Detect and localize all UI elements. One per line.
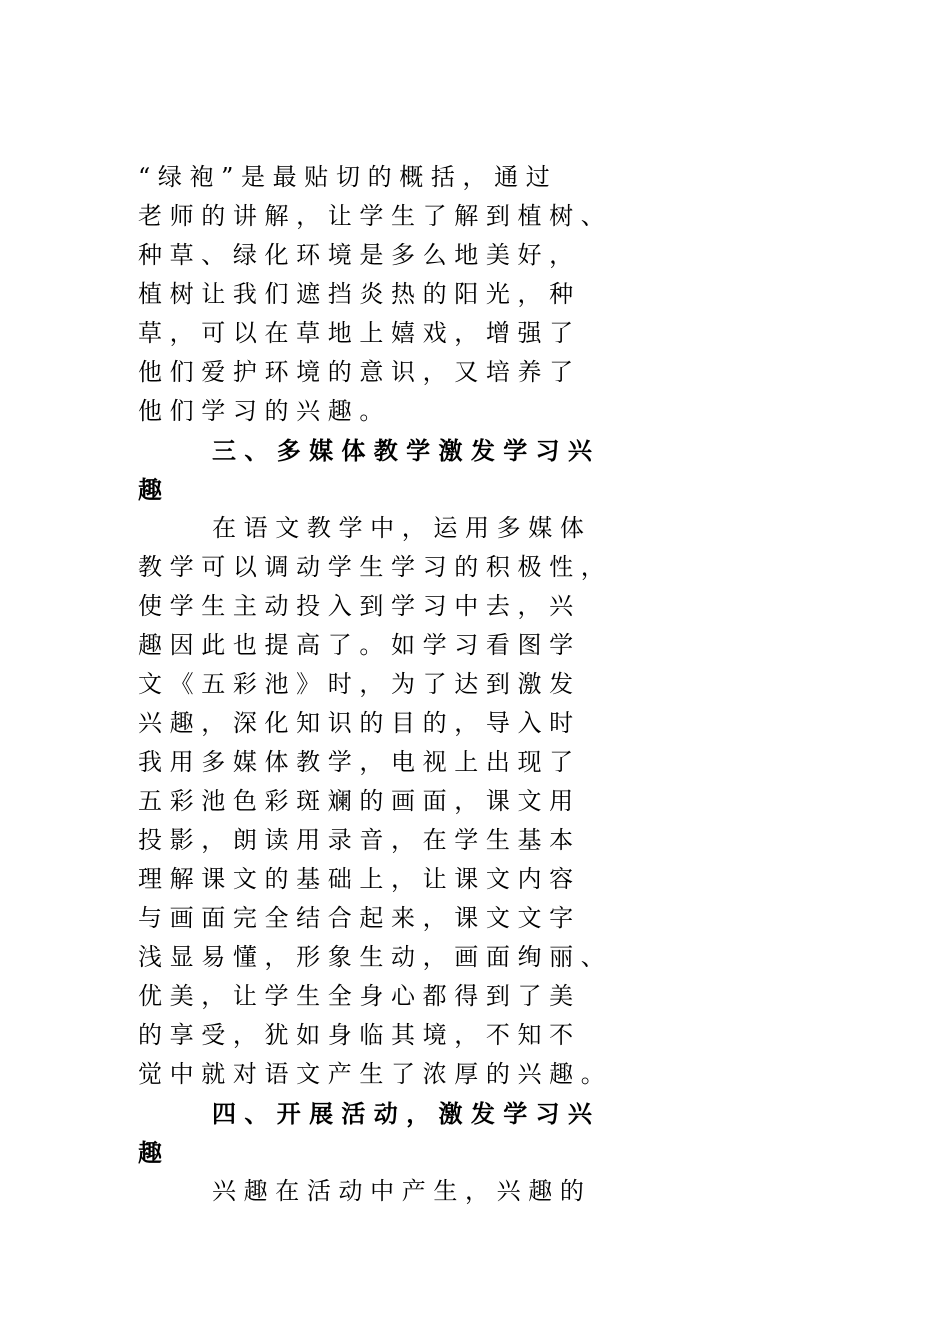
text-line: 觉 中 就 对 语 文 产 生 了 浓 厚 的 兴 趣 。 xyxy=(138,1060,605,1088)
paragraph-first-line: 在 语 文 教 学 中 ， 运 用 多 媒 体 xyxy=(212,514,584,542)
section-heading: 四 、 开 展 活 动 ， 激 发 学 习 兴 xyxy=(212,1099,592,1128)
text-line: 他 们 学 习 的 兴 趣 。 xyxy=(138,397,384,425)
text-line: 优 美 ， 让 学 生 全 身 心 都 得 到 了 美 xyxy=(138,982,574,1010)
text-line: 他 们 爱 护 环 境 的 意 识 ， 又 培 养 了 xyxy=(138,358,574,386)
text-line: 草 ， 可 以 在 草 地 上 嬉 戏 ， 增 强 了 xyxy=(138,319,574,347)
text-line: 与 画 面 完 全 结 合 起 来 ， 课 文 文 字 xyxy=(138,904,574,932)
text-line: 使 学 生 主 动 投 入 到 学 习 中 去 ， 兴 xyxy=(138,592,574,620)
text-line: 老 师 的 讲 解 ， 让 学 生 了 解 到 植 树 、 xyxy=(138,202,605,230)
text-line: 我 用 多 媒 体 教 学 ， 电 视 上 出 现 了 xyxy=(138,748,574,776)
text-line: 兴 趣 ， 深 化 知 识 的 目 的 ， 导 入 时 xyxy=(138,709,574,737)
text-line: 的 享 受 ， 犹 如 身 临 其 境 ， 不 知 不 xyxy=(138,1021,574,1049)
text-line: 趣 因 此 也 提 高 了 。 如 学 习 看 图 学 xyxy=(138,631,574,659)
paragraph-first-line: 兴 趣 在 活 动 中 产 生 ， 兴 趣 的 xyxy=(212,1177,584,1205)
section-heading: 三 、 多 媒 体 教 学 激 发 学 习 兴 xyxy=(212,436,592,465)
text-line: 植 树 让 我 们 遮 挡 炎 热 的 阳 光 ， 种 xyxy=(138,280,574,308)
text-line: 浅 显 易 懂 ， 形 象 生 动 ， 画 面 绚 丽 、 xyxy=(138,943,605,971)
section-heading-continued: 趣 xyxy=(138,475,162,504)
text-line: 种 草 、 绿 化 环 境 是 多 么 地 美 好 ， xyxy=(138,241,574,269)
text-line: 五 彩 池 色 彩 斑 斓 的 画 面 ， 课 文 用 xyxy=(138,787,574,815)
text-line: 教 学 可 以 调 动 学 生 学 习 的 积 极 性 ， xyxy=(138,553,605,581)
text-line: 文 《 五 彩 池 》 时 ， 为 了 达 到 激 发 xyxy=(138,670,574,698)
text-line: “ 绿 袍 ” 是 最 贴 切 的 概 括 ， 通 过 xyxy=(138,163,550,191)
section-heading-continued: 趣 xyxy=(138,1138,162,1167)
document-text xyxy=(138,158,838,1211)
text-line: 投 影 ， 朗 读 用 录 音 ， 在 学 生 基 本 xyxy=(138,826,574,854)
text-line: 理 解 课 文 的 基 础 上 ， 让 课 文 内 容 xyxy=(138,865,574,893)
